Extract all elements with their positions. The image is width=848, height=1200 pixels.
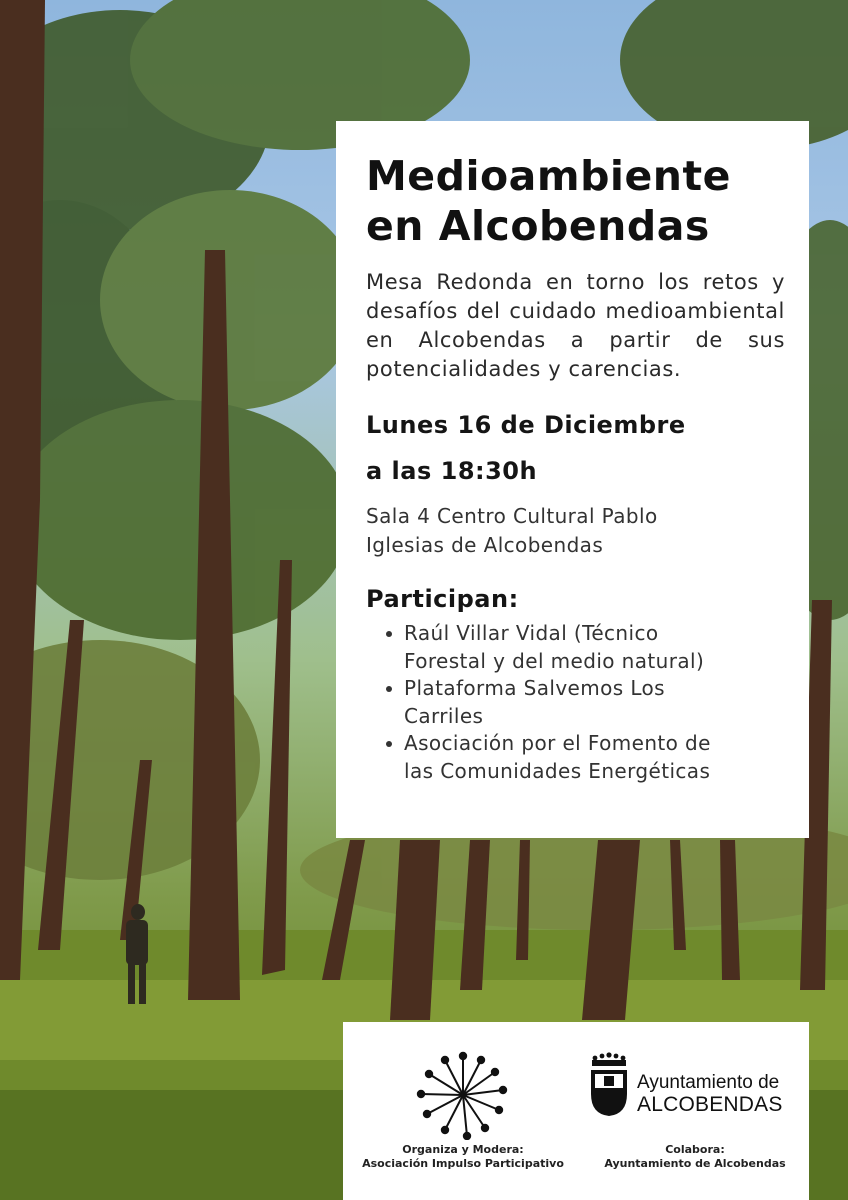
organizer-caption (343, 1143, 583, 1171)
event-title-line2: en Alcobendas (366, 202, 710, 250)
event-date-line1: Lunes 16 de Diciembre (366, 411, 686, 439)
participants-heading: Participan: (366, 585, 519, 613)
event-info-card (336, 121, 809, 838)
ayuntamiento-logo (585, 1052, 805, 1122)
collaborator-caption-line1: Colabora: (665, 1143, 725, 1156)
event-title (366, 151, 785, 251)
event-date (366, 402, 785, 494)
event-description: Mesa Redonda en torno los retos y desafíos del cuidado medioambiental en Alcobendas a partir de sus potencialidades y carencias. (366, 270, 785, 381)
organizer-caption-line1: Organiza y Modera: (402, 1143, 524, 1156)
participant-line1: Raúl Villar Vidal (Técnico (404, 621, 659, 645)
participant-line1: Asociación por el Fomento de (404, 731, 711, 755)
event-venue-line2: Iglesias de Alcobendas (366, 533, 604, 557)
shield-crown-icon (589, 1052, 629, 1118)
event-time-line: a las 18:30h (366, 457, 538, 485)
organizer-block (343, 1022, 583, 1200)
event-venue-line1: Sala 4 Centro Cultural Pablo (366, 504, 658, 528)
logos-footer (343, 1022, 809, 1200)
bullet-icon (386, 741, 392, 747)
ayuntamiento-logo-line1: Ayuntamiento de (637, 1072, 780, 1093)
starburst-icon (415, 1050, 511, 1140)
participant-line2: Carriles (404, 703, 484, 728)
organizer-caption-line2: Asociación Impulso Participativo (362, 1157, 564, 1170)
bullet-icon (386, 686, 392, 692)
participant-line1: Plataforma Salvemos Los (404, 676, 666, 700)
collaborator-block (581, 1022, 809, 1200)
participant-line2: las Comunidades Energéticas (404, 758, 711, 783)
collaborator-caption-line2: Ayuntamiento de Alcobendas (604, 1157, 786, 1170)
event-venue (366, 502, 785, 560)
participants-list (366, 620, 785, 785)
participant-item (386, 620, 785, 675)
event-title-line1: Medioambiente (366, 152, 731, 200)
bullet-icon (386, 631, 392, 637)
ayuntamiento-logo-line2: ALCOBENDAS (637, 1093, 783, 1116)
participant-item (386, 675, 785, 730)
participant-line2: Forestal y del medio natural) (404, 648, 705, 673)
collaborator-caption (581, 1143, 809, 1171)
participant-item (386, 730, 785, 785)
